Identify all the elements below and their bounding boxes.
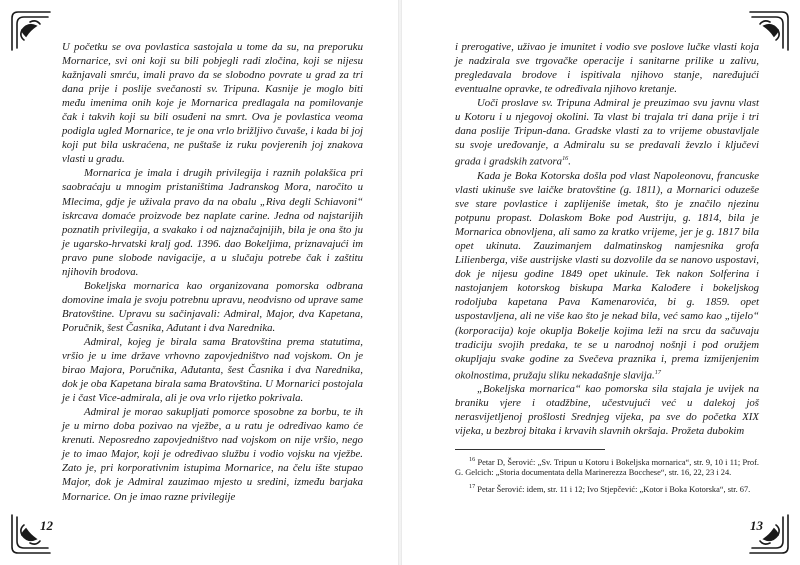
page-number: 12 bbox=[40, 518, 53, 533]
footnote bbox=[455, 482, 759, 495]
footnote-ref: 16 bbox=[562, 155, 569, 163]
paragraph: Admiral je morao sakupljati pomorce sposobne za borbu, te ih je u mirno doba pozivao na vježbe, a u ratu je određivao kamo će krenuti. Neposredno zapovjedništvo nad vojskom on nije vršio, nego je to imao Major, koji je određivao službu i vodio vojsku na vježbe. Zato je, pri korporativnim istupima Mornarice, na čelu ište stupao Major, dok je Admiral zauzimao mjesto u sredini, između barjaka Mornarice. On je imao razne privilegije bbox=[62, 406, 363, 503]
paragraph-text: Kada je Boka Kotorska došla pod vlast Napoleonovu, francuske vlasti ukinuše sve laičke bratovštine (g. 1811), a Mornarici oduzeše sve stare povlastice i zaplijeniše imetak, što je značilo njezinu potpunu propast. Dolaskom Boke pod Austriju, g. 1814, bila je Mornarica obnovljena, ali samo za kratko vrijeme, jer je g. 1817 bila opet ukinuta. Zauzimanjem dalmatinskog namjesnika grofa Lilienberga, više austrijske vlasti su dozvolile da se nanovo uspostavi, dok je nijesu godine 1849 opet ukinule. Tek nakon Solferina i nastojanjem kotorskog biskupa Marka Kalođere i bokeljskog rodoljuba kapetana Pava Kamenarovića, bi g. 1859. opet uspostavljena, ali ne više kao što je nekad bila, već samo kao „tijelo“ (korporacija) koje okuplja Bokelje kojima leži na srcu da sačuvaju tradiciju svojih predaka, te se u narodnoj nošnji i pod oružjem okupljaju svake godine za Svečeva praznika i, prema izmijenjenim okolnostima, pružaju sliku nekadašnje slavija. bbox=[455, 170, 759, 382]
right-body-text bbox=[455, 40, 759, 439]
footnote-text: Petar Šerović: idem, str. 11 i 12; Ivo Stjepčević: „Kotor i Boka Kotorska“, str. 67. bbox=[477, 484, 751, 494]
paragraph-text: Uoči proslave sv. Tripuna Admiral je preuzimao svu javnu vlast u Kotoru i u njegovoj okolini. Ta vlast bi trajala tri dana prije i tri dana poslije Tripun-dana. Gradske vlasti za to vrijeme obustavljale su svoje uređovanje, a Admiralu su se predavali ževzlo i ključevi grada i gradskih zatvora bbox=[455, 97, 759, 168]
footnote bbox=[455, 455, 759, 479]
footnote-ref: 17 bbox=[654, 368, 661, 376]
flourish-corner-icon bbox=[8, 8, 52, 52]
footnote-divider bbox=[455, 449, 605, 450]
footnote-number: 16 bbox=[469, 456, 476, 463]
paragraph: Bokeljska mornarica kao organizovana pomorska odbrana domovine imala je svoju potrebnu upravu, neodvisno od uprave same Bratovštine. Upravu su sačinjavali: Admiral, Major, dva Kapetana, Poručnik, šest Časnika, Ađutant i dva Narednika. bbox=[62, 279, 363, 334]
paragraph: Admiral, kojeg je birala sama Bratovština prema statutima, vršio je u ime države vrhovno zapovjedništvo nad vojskom. On je birao Majora, Poručnika, Ađutanta, šest Časnika i dva Narednika, dok je oba Kapetana birala sama Bratovština. U Mornarici postojala je i čast Vice-admirala, ali je ova vrlo rijetko pokrivala. bbox=[62, 335, 363, 405]
paragraph: i prerogative, uživao je imunitet i vodio sve poslove lučke vlasti koja je nadzirala sve trgovačke operacije i sanitarne prilike u zalivu, pregledavala brodove i ispitivala njihovo stanje, naređujući eventualne opravke, te određivala njihovo kretanje. bbox=[455, 41, 759, 96]
page-number: 13 bbox=[750, 518, 763, 533]
paragraph: Uoči proslave sv. Tripuna Admiral je preuzimao svu javnu vlast u Kotoru i u njegovoj okolini. Ta vlast bi trajala tri dana prije i tri dana poslije Tripun-dana. Gradske vlasti za to vrijeme obustavljale su svoje uređovanje, a Admiralu su se predavali ževzlo i ključevi grada i gradskih zatvora$^{16}$. bbox=[455, 97, 759, 168]
paragraph: Mornarica je imala i drugih privilegija i raznih polakšica pri saobraćaju u mnogim pristaništima Jadranskog Mora, naročito u Mlecima, gdje je uživala pravo da na obalu „Riva degli Schiavoni“ iskrcava domaće proizvode bez naplate carine. Jedna od najstarijih poznatih privilegija, a svakako i od najznačajnijih, bila je ona što ju je ugarsko-hrvatski kralj god. 1396. dao Bokeljima, priznavajući im pravo pune slobode navigacije, a u slučaju potrebe čak i zaštitu njihovih brodova. bbox=[62, 167, 363, 278]
footnote-text: Petar D, Šerović: „Sv. Tripun u Kotoru i Bokeljska mornarica“, str. 9, 10 i 11; Prof. G. Gelcich: „Storia documentata della Marinerezza Bocchese“, str. 16, 22, 23 i 24. bbox=[455, 457, 760, 478]
paragraph: U početku se ova povlastica sastojala u tome da su, na preporuku Mornarice, svi oni koji su bili pobjegli radi zločina, koji se nijesu kažnjavali smrću, imali pravo da se slobodno povrate u grad za tri dana prije i poslije svečanosti sv. Tripuna. Kasnije je moglo biti među imenima onih koje je Mornarica predlagala na pomilovanje čak i takvih koji su bili osuđeni na smrt. Ova je povlastica veoma podigla ugled Mornarice, te je ona vrlo brižljivo čuvaše, i kada bi joj koji put bila uskraćena, ne puštaše iz ruku povjerenih joj znakova vlasti u gradu. bbox=[62, 41, 363, 166]
right-page bbox=[402, 0, 800, 565]
left-page bbox=[0, 0, 398, 565]
left-body-text bbox=[62, 40, 363, 504]
paragraph bbox=[455, 169, 759, 382]
footnotes bbox=[455, 449, 759, 498]
paragraph: „Bokeljska mornarica“ kao pomorska sila stajala je uvijek na braniku vjere i otadžbine, učestvujući već u dalekoj još nerasvijetljenoj prošlosti Srednjeg vijeka, pa sve do početka XIX vijeka, u bezbroj bitaka i krvavih slavnih okršaja. Prožeta dubokim bbox=[455, 383, 759, 438]
footnote-number: 17 bbox=[469, 482, 476, 490]
